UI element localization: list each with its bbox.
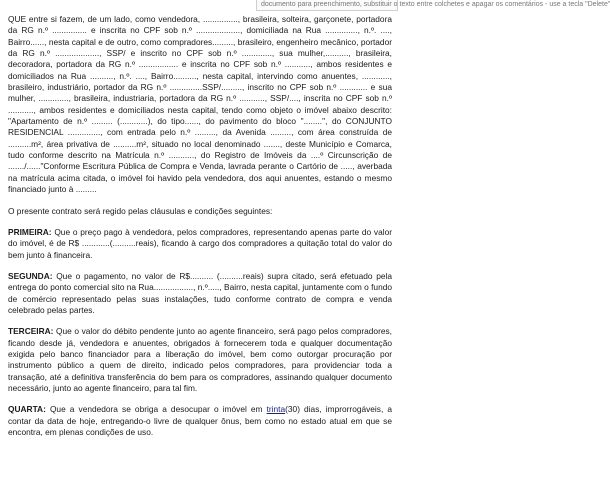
instruction-note: documento para preenchimento, substituir o texto entre colchetes e apagar os comentários - use a tecla "Delete" [256, 0, 398, 11]
clause-primeira [8, 227, 392, 261]
clause-heading: PRIMEIRA: [8, 226, 52, 237]
clause-quarta [8, 404, 392, 438]
contract-document [8, 14, 392, 448]
clause-text: Que o pagamento, no valor de R$.......... (..........reais) supra citado, será efetuado pela entrega do ponto comercial sito na Rua................., n.º....., Bairro, nesta capital, juntamente com o fundo de comércio representado pelas suas instalações, tudo conforme contrato de compra e venda celebrado pelas partes. [8, 270, 392, 315]
clause-segunda [8, 271, 392, 316]
underlined-term: trinta [266, 404, 286, 415]
clause-text: Que a vendedora se obriga a desocupar o imóvel em [45, 404, 267, 415]
clause-text-cont: (30) dias, improrrogáveis, a contar da data de hoje, entregando-o livre de qualquer ônus, bem como no estado atual em que se encontra, em plenas condições de uso. [8, 404, 392, 437]
clause-heading: QUARTA: [8, 404, 46, 415]
clause-text: Que o preço pago à vendedora, pelos compradores, representando apenas parte do valor do imóvel, é de R$ ............(..........reais), ficando à cargo dos compradores a quitação total do valor do bem junto à financeira. [8, 226, 392, 260]
contract-intro-paragraph: QUE entre si fazem, de um lado, como vendedora, ..............., brasileira, solteira, garçonete, portadora da RG n.º ............... e inscrita no CPF sob n.º ..................., domiciliada na Rua .............., n.º. ...., Bairro......, nesta capital e de outro, como compradores........., brasileiro, engenheiro mecânico, portador da RG n.º ..................., SSP/ e inscrito no CPF sob n.º ............., sua mulher,.........., brasileira, decoradora, portadora da RG n.º ................. e inscrita no CPF sob n.º ..........., ambos residentes e domiciliados na Rua .........., n.º. ...., Bairro.........., nesta capital, intervindo como anuentes, ............, brasileiro, industriário, portador da RG n.º ..............SSP/........., inscrito no CPF sob n.º ............ e sua mulher, ............., brasileira, industriaria, portadora da RG n.º ..........., SSP/...., inscrita no CPF sob n.º ..........., ambos residentes e domiciliados nesta capital, tendo como objeto o imóvel abaixo descrito: "Apartamento de n.º ......... (............), do tipo......, do pavimento do bloco "........", do CONJUNTO RESIDENCIAL .............., com entrada pelo n.º ........., da Avenida ........., com área construída de ..........m², área privativa de ..........m², situado no local denominado ......., deste Município e Comarca, tudo conforme descrito na Matrícula n.º ..........., do Registro de Imóveis da ....º Circunscrição de ......./......"Conforme Escritura Pública de Compra e Venda, lavrada perante o Cartório de ....., averbada na matrícula acima citada, o imóvel foi havido pela vendedora, dos aqui anuentes, estando o mesmo financiado junto à ......... [8, 14, 392, 195]
clause-heading: TERCEIRA: [8, 326, 54, 337]
clause-terceira [8, 326, 392, 394]
clause-text: Que o valor do débito pendente junto ao agente financeiro, será pago pelos compradores, ficando desde já, vendedora e anuentes, obrigados à fornecerem toda e qualquer documentação exigida pelo banco financiador para a liberação do imóvel, bem como outorgar procuração por instrumento público a quem de direito, indicado pelos compradores, para providenciar toda a transação, até a definitiva transferência do bem para os compradores, assinando qualquer documento necessário, junto ao agente financeiro, para tal fim. [8, 326, 392, 393]
clause-heading: SEGUNDA: [8, 270, 53, 281]
clauses-intro: O presente contrato será regido pelas cláusulas e condições seguintes: [8, 205, 273, 216]
